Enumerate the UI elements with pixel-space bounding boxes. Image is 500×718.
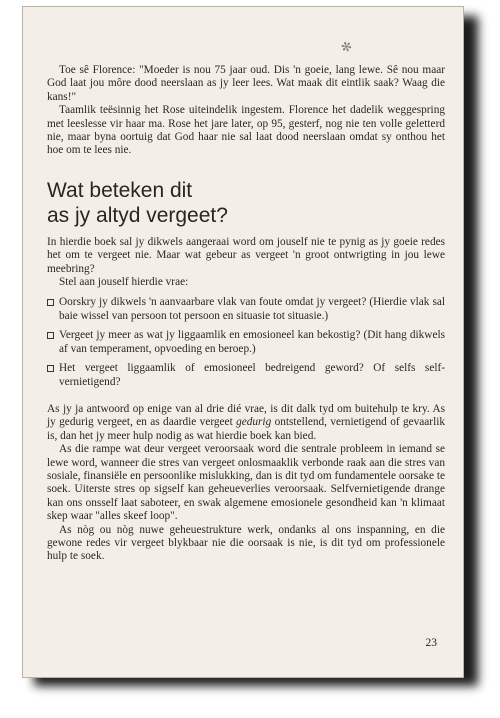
intro-paragraph-1: Toe sê Florence: "Moeder is nou 75 jaar oud. Dis 'n goeie, lang lewe. Sê nou maar God laat jou môre dood neerslaan as jy leer lees. Wat maak dit eintlik saak? Waag die kans!"	[47, 64, 445, 103]
book-page	[22, 6, 464, 678]
question-list	[47, 296, 445, 388]
intro-paragraph-2: Taamlik teësinnig het Rose uiteindelik ingestem. Florence het dadelik weggespring met leeslesse vir haar ma. Rose het jare later, op 95, gesterf, nog nie ten volle geletterd nie, maar byna oortuig dat God haar nie sal laat dood neerslaan omdat sy onthou het hoe om te lees nie.	[47, 104, 445, 157]
section-paragraph-5: As nòg ou nòg nuwe geheuestrukture werk, ondanks al ons inspanning, en die gewone redes vir vergeet blykbaar nie die oorsaak is nie, is dit tyd om professionele hulp te soek.	[47, 523, 445, 563]
paragraph-3-end: ontstellend, vernietigend of gevaarlik is, dan het jy meer hulp nodig as wat hierdie boek kan bied.	[47, 416, 445, 442]
page-number: 23	[425, 637, 437, 649]
ink-mark: ✻	[338, 37, 355, 56]
section-paragraph-4: As die rampe wat deur vergeet veroorsaak word die sentrale probleem in iemand se lewe word, wanneer die stres van vergeet onlosmaaklik verbonde raak aan die stres van sosiale, finansiële en persoonlike mislukking, dan is dit tyd om fundamentele oorsake te soek. Uiterste stres op sigself kan geheueverlies veroorsaak. Selfvernietigende drange kan ons onsself laat saboteer, en swak algemene emosionele gesondheid kan 'n klimaat skep waar "alles skeef loop".	[47, 443, 445, 523]
question-text: Vergeet jy meer as wat jy liggaamlik en emosioneel kan bekostig? (Dit hang dikwels af van temperament, opvoeding en beroep.)	[59, 329, 445, 355]
paragraph-3-start: As jy ja antwoord op enige van al drie dié vrae, is dit dalk tyd om buitehulp te kry. As jy gedurig vergeet, en as daardie vergeet	[47, 402, 445, 429]
heading-line-2: as jy altyd vergeet?	[47, 203, 228, 227]
section-paragraph-2: Stel aan jouself hierdie vrae:	[59, 276, 189, 289]
page-content	[47, 64, 445, 564]
heading-line-1: Wat beteken dit	[47, 178, 193, 202]
section-heading	[47, 178, 445, 228]
question-item	[47, 329, 445, 356]
question-text: Het vergeet liggaamlik of emosioneel bedreigend geword? Of selfs self-vernietigend?	[59, 362, 445, 388]
checkbox-square-icon	[47, 299, 54, 306]
checkbox-square-icon	[47, 365, 54, 372]
section-paragraph-3	[47, 403, 445, 443]
checkbox-square-icon	[47, 332, 54, 339]
question-item	[47, 296, 445, 323]
question-item	[47, 362, 445, 389]
question-text: Oorskry jy dikwels 'n aanvaarbare vlak van foute omdat jy vergeet? (Hierdie vlak sal baie wissel van persoon tot persoon en situasie tot situasie.)	[59, 296, 445, 322]
section-paragraph-1: In hierdie boek sal jy dikwels aangeraai word om jouself nie te pynig as jy goeie redes het om te vergeet nie. Maar wat gebeur as vergeet 'n groot ontwrigting in jou lewe meebring?	[47, 235, 445, 275]
paragraph-3-italic: gedurig	[236, 416, 272, 429]
